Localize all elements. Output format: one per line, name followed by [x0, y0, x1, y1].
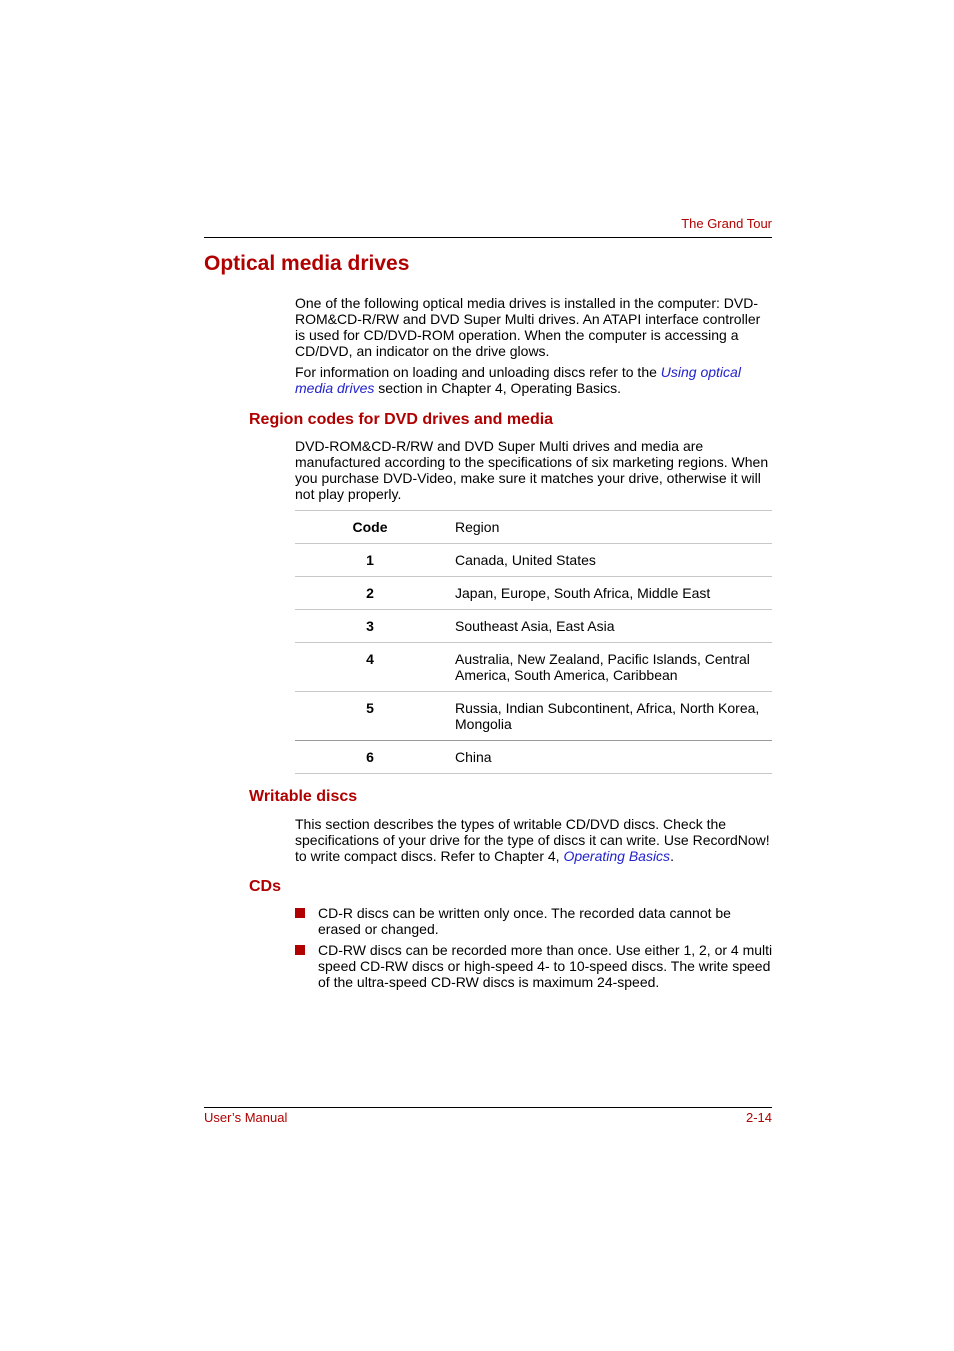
- region-code: 4: [295, 643, 445, 692]
- region-name: Russia, Indian Subcontinent, Africa, North Korea, Mongolia: [445, 692, 772, 741]
- square-bullet-icon: [295, 908, 305, 918]
- loading-info-text-end: section in Chapter 4, Operating Basics.: [374, 380, 622, 396]
- writable-discs-text: This section describes the types of writable CD/DVD discs. Check the specifications of your drive for the type of discs it can write. Use RecordNow! to write compact discs. Refer to Chapter 4,: [295, 816, 770, 864]
- region-codes-paragraph: DVD-ROM&CD-R/RW and DVD Super Multi drives and media are manufactured according to the specifications of six marketing regions. When you purchase DVD-Video, make sure it matches your drive, otherwise it will not play properly.: [295, 438, 769, 502]
- running-header: The Grand Tour: [681, 216, 772, 231]
- list-item-text: CD-R discs can be written only once. The recorded data cannot be erased or changed.: [318, 905, 731, 937]
- region-codes-table: [295, 510, 772, 774]
- table-header-code: Code: [295, 511, 445, 544]
- region-code: 3: [295, 610, 445, 643]
- loading-info-paragraph: [295, 364, 773, 396]
- table-row: [295, 643, 772, 692]
- operating-basics-link[interactable]: Operating Basics: [563, 848, 671, 864]
- footer-rule: [204, 1107, 772, 1108]
- region-code: 5: [295, 692, 445, 741]
- region-codes-heading: Region codes for DVD drives and media: [249, 411, 554, 428]
- region-code: 2: [295, 577, 445, 610]
- footer-page-number: 2-14: [745, 1110, 772, 1125]
- table-row: [295, 741, 772, 774]
- intro-paragraph: One of the following optical media drives is installed in the computer: DVD-ROM&CD-R/RW and DVD Super Multi drives. An ATAPI interface controller is used for CD/DVD-ROM operation. When the computer is accessing a CD/DVD, an indicator on the drive glows.: [295, 295, 761, 359]
- table-row: [295, 577, 772, 610]
- footer-manual-name: User’s Manual: [204, 1110, 288, 1125]
- table-row: [295, 692, 772, 741]
- square-bullet-icon: [295, 945, 305, 955]
- cds-bullet-list: [295, 905, 773, 995]
- region-code: 6: [295, 741, 445, 774]
- writable-discs-heading: Writable discs: [249, 788, 358, 805]
- writable-discs-paragraph: [295, 816, 773, 864]
- header-rule: [204, 237, 772, 238]
- list-item: [295, 942, 773, 990]
- region-name: Southeast Asia, East Asia: [445, 610, 772, 643]
- table-row: [295, 610, 772, 643]
- list-item: [295, 905, 773, 937]
- table-header-row: [295, 511, 772, 544]
- region-name: China: [445, 741, 772, 774]
- region-code: 1: [295, 544, 445, 577]
- region-name: Australia, New Zealand, Pacific Islands, Central America, South America, Caribbean: [445, 643, 772, 692]
- region-name: Japan, Europe, South Africa, Middle East: [445, 577, 772, 610]
- loading-info-text-start: For information on loading and unloading discs refer to the: [295, 364, 661, 380]
- list-item-text: CD-RW discs can be recorded more than once. Use either 1, 2, or 4 multi speed CD-RW discs or high-speed 4- to 10-speed discs. The write speed of the ultra-speed CD-RW discs is maximum 24-speed.: [318, 942, 773, 990]
- table-row: [295, 544, 772, 577]
- cds-heading: CDs: [249, 878, 282, 895]
- writable-discs-text-end: .: [670, 848, 674, 864]
- table-header-region: Region: [445, 511, 772, 544]
- using-optical-media-drives-link[interactable]: Using optical media drives: [295, 364, 741, 396]
- section-title: Optical media drives: [204, 252, 410, 275]
- region-name: Canada, United States: [445, 544, 772, 577]
